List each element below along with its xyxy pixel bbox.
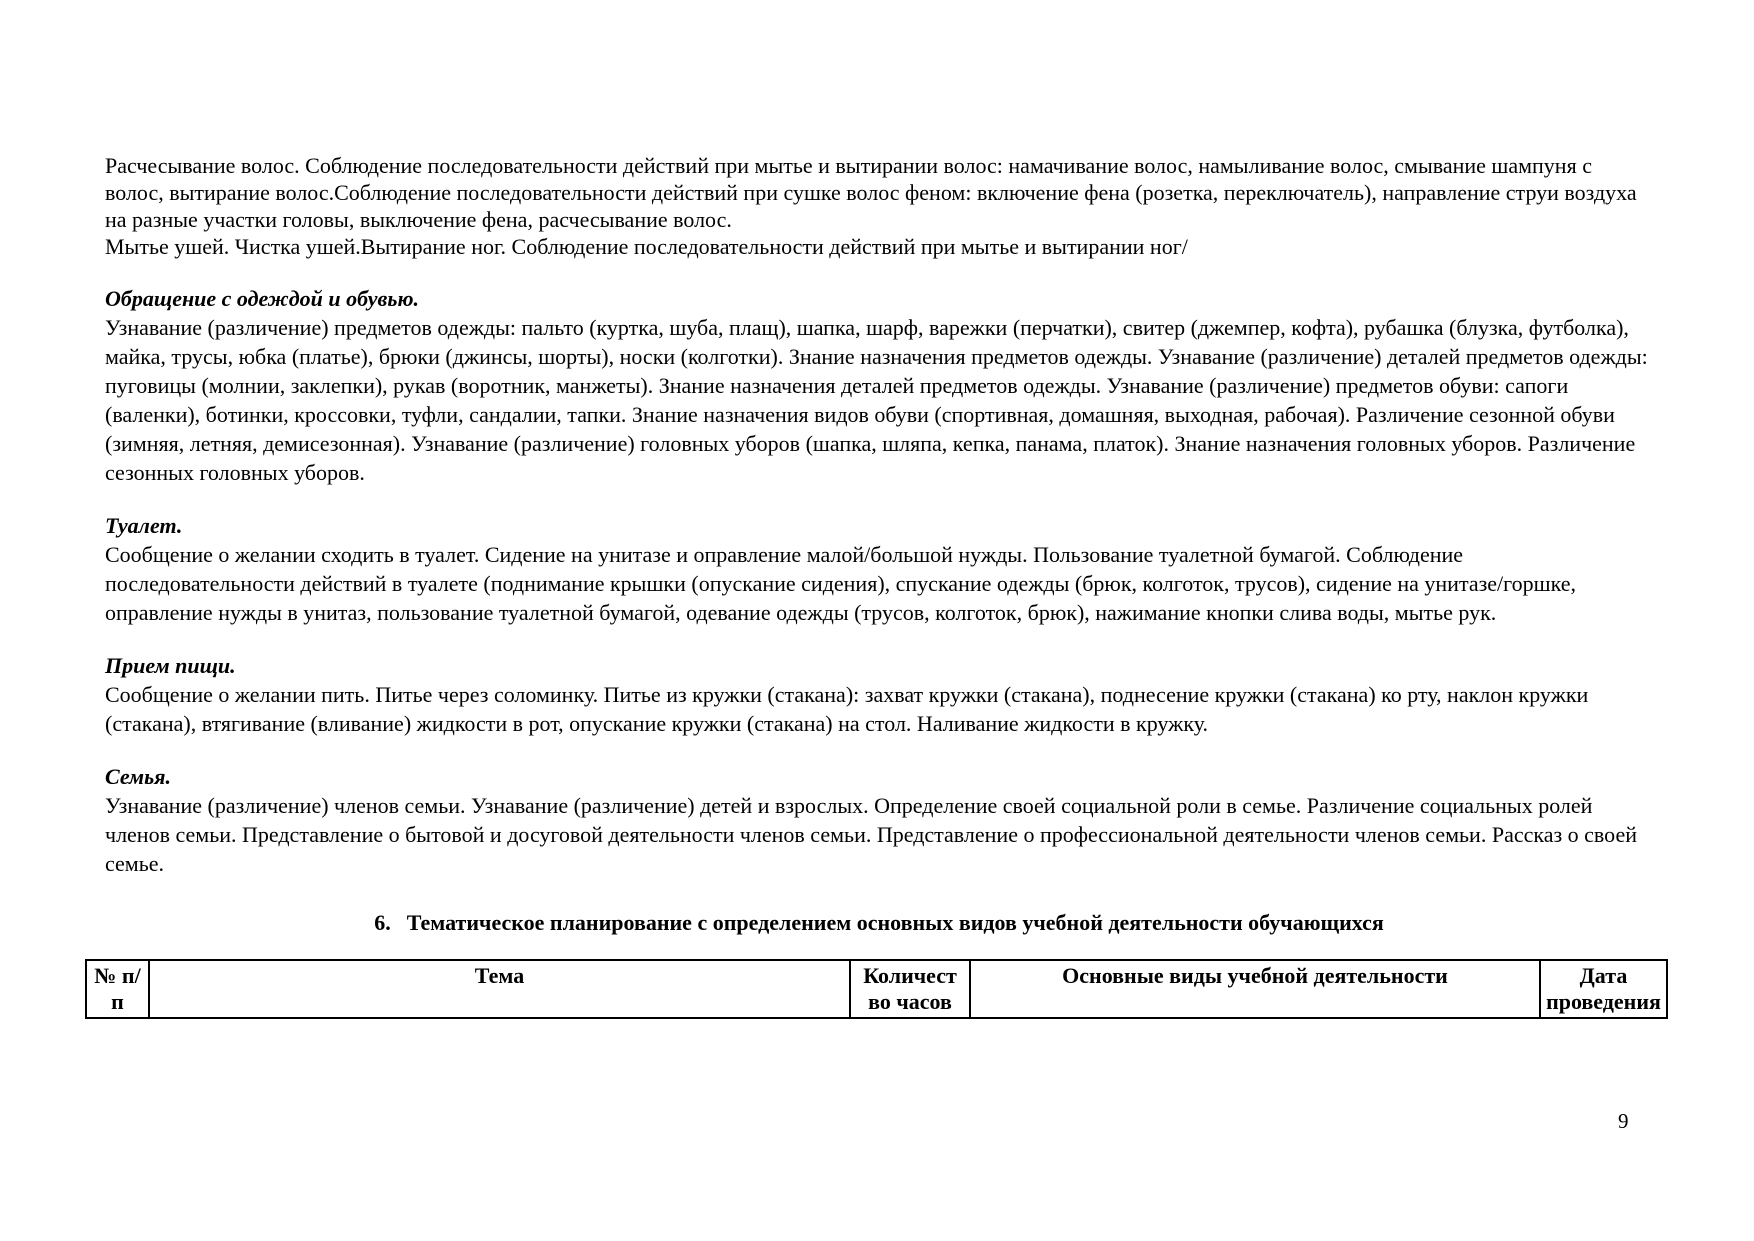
intro-paragraph-ears-feet: Мытье ушей. Чистка ушей.Вытирание ног. Соблюдение последовательности действий при мытье и вытирании ног/ — [105, 234, 1188, 259]
section-body-family: Узнавание (различение) членов семьи. Узнавание (различение) детей и взрослых. Определение своей социальной роли в семье. Различение социальных ролей членов семьи. Представление о бытовой и досуговой деятельности членов семьи. Представление о профессиональной деятельности членов семьи. Рассказ о своей семье. — [105, 793, 1637, 876]
column-header-activities: Основные виды учебной деятельности — [970, 960, 1540, 1018]
document-content — [94, 152, 1661, 1019]
table-header-row — [86, 960, 1667, 1018]
section-title-eating: Прием пищи. — [105, 653, 236, 678]
column-header-date: Дата проведения — [1540, 960, 1667, 1018]
column-header-hours: Количест во часов — [850, 960, 970, 1018]
section-body-clothing-footwear: Узнавание (различение) предметов одежды: пальто (куртка, шуба, плащ), шапка, шарф, варежки (перчатки), свитер (джемпер, кофта), рубашка (блузка, футболка), майка, трусы, юбка (платье), брюки (джинсы, шорты), носки (колготки). Знание назначения предметов одежды. Узнавание (различение) деталей предметов одежды: пуговицы (молнии, заклепки), рукав (воротник, манжеты). Знание назначения деталей предметов одежды. Узнавание (различение) предметов обуви: сапоги (валенки), ботинки, кроссовки, туфли, сандалии, тапки. Знание назначения видов обуви (спортивная, домашняя, выходная, рабочая). Различение сезонной обуви (зимняя, летняя, демисезонная). Узнавание (различение) головных уборов (шапка, шляпа, кепка, панама, платок). Знание назначения головных уборов. Различение сезонных головных уборов. — [105, 315, 1648, 485]
planning-table — [85, 959, 1668, 1019]
section-title-toilet: Туалет. — [105, 513, 183, 538]
section-title-family: Семья. — [105, 764, 171, 789]
column-header-topic: Тема — [149, 960, 850, 1018]
column-header-row-number: № п/п — [86, 960, 149, 1018]
section-title-clothing-footwear: Обращение с одеждой и обувью. — [105, 286, 420, 311]
planning-heading — [105, 908, 1653, 937]
planning-heading-number: 6. — [374, 910, 391, 935]
section-body-toilet: Сообщение о желании сходить в туалет. Сидение на унитазе и оправление малой/большой нужды. Пользование туалетной бумагой. Соблюдение последовательности действий в туалете (поднимание крышки (опускание сидения), спускание одежды (брюк, колготок, трусов), сидение на унитазе/горшке, оправление нужды в унитаз, пользование туалетной бумагой, одевание одежды (трусов, колготок, брюк), нажимание кнопки слива воды, мытье рук. — [105, 542, 1576, 625]
planning-heading-text: Тематическое планирование с определением основных видов учебной деятельности обучающихся — [406, 910, 1384, 935]
page-number: 9 — [1618, 1109, 1629, 1133]
section-body-eating: Сообщение о желании пить. Питье через соломинку. Питье из кружки (стакана): захват кружки (стакана), поднесение кружки (стакана) ко рту, наклон кружки (стакана), втягивание (вливание) жидкости в рот, опускание кружки (стакана) на стол. Наливание жидкости в кружку. — [105, 682, 1589, 736]
intro-paragraph-hair-care: Расчесывание волос. Соблюдение последовательности действий при мытье и вытирании волос: намачивание волос, намыливание волос, смывание шампуня с волос, вытирание волос.Соблюдение последовательности действий при сушке волос феном: включение фена (розетка, переключатель), направление струи воздуха на разные участки головы, выключение фена, расчесывание волос. — [105, 153, 1637, 232]
